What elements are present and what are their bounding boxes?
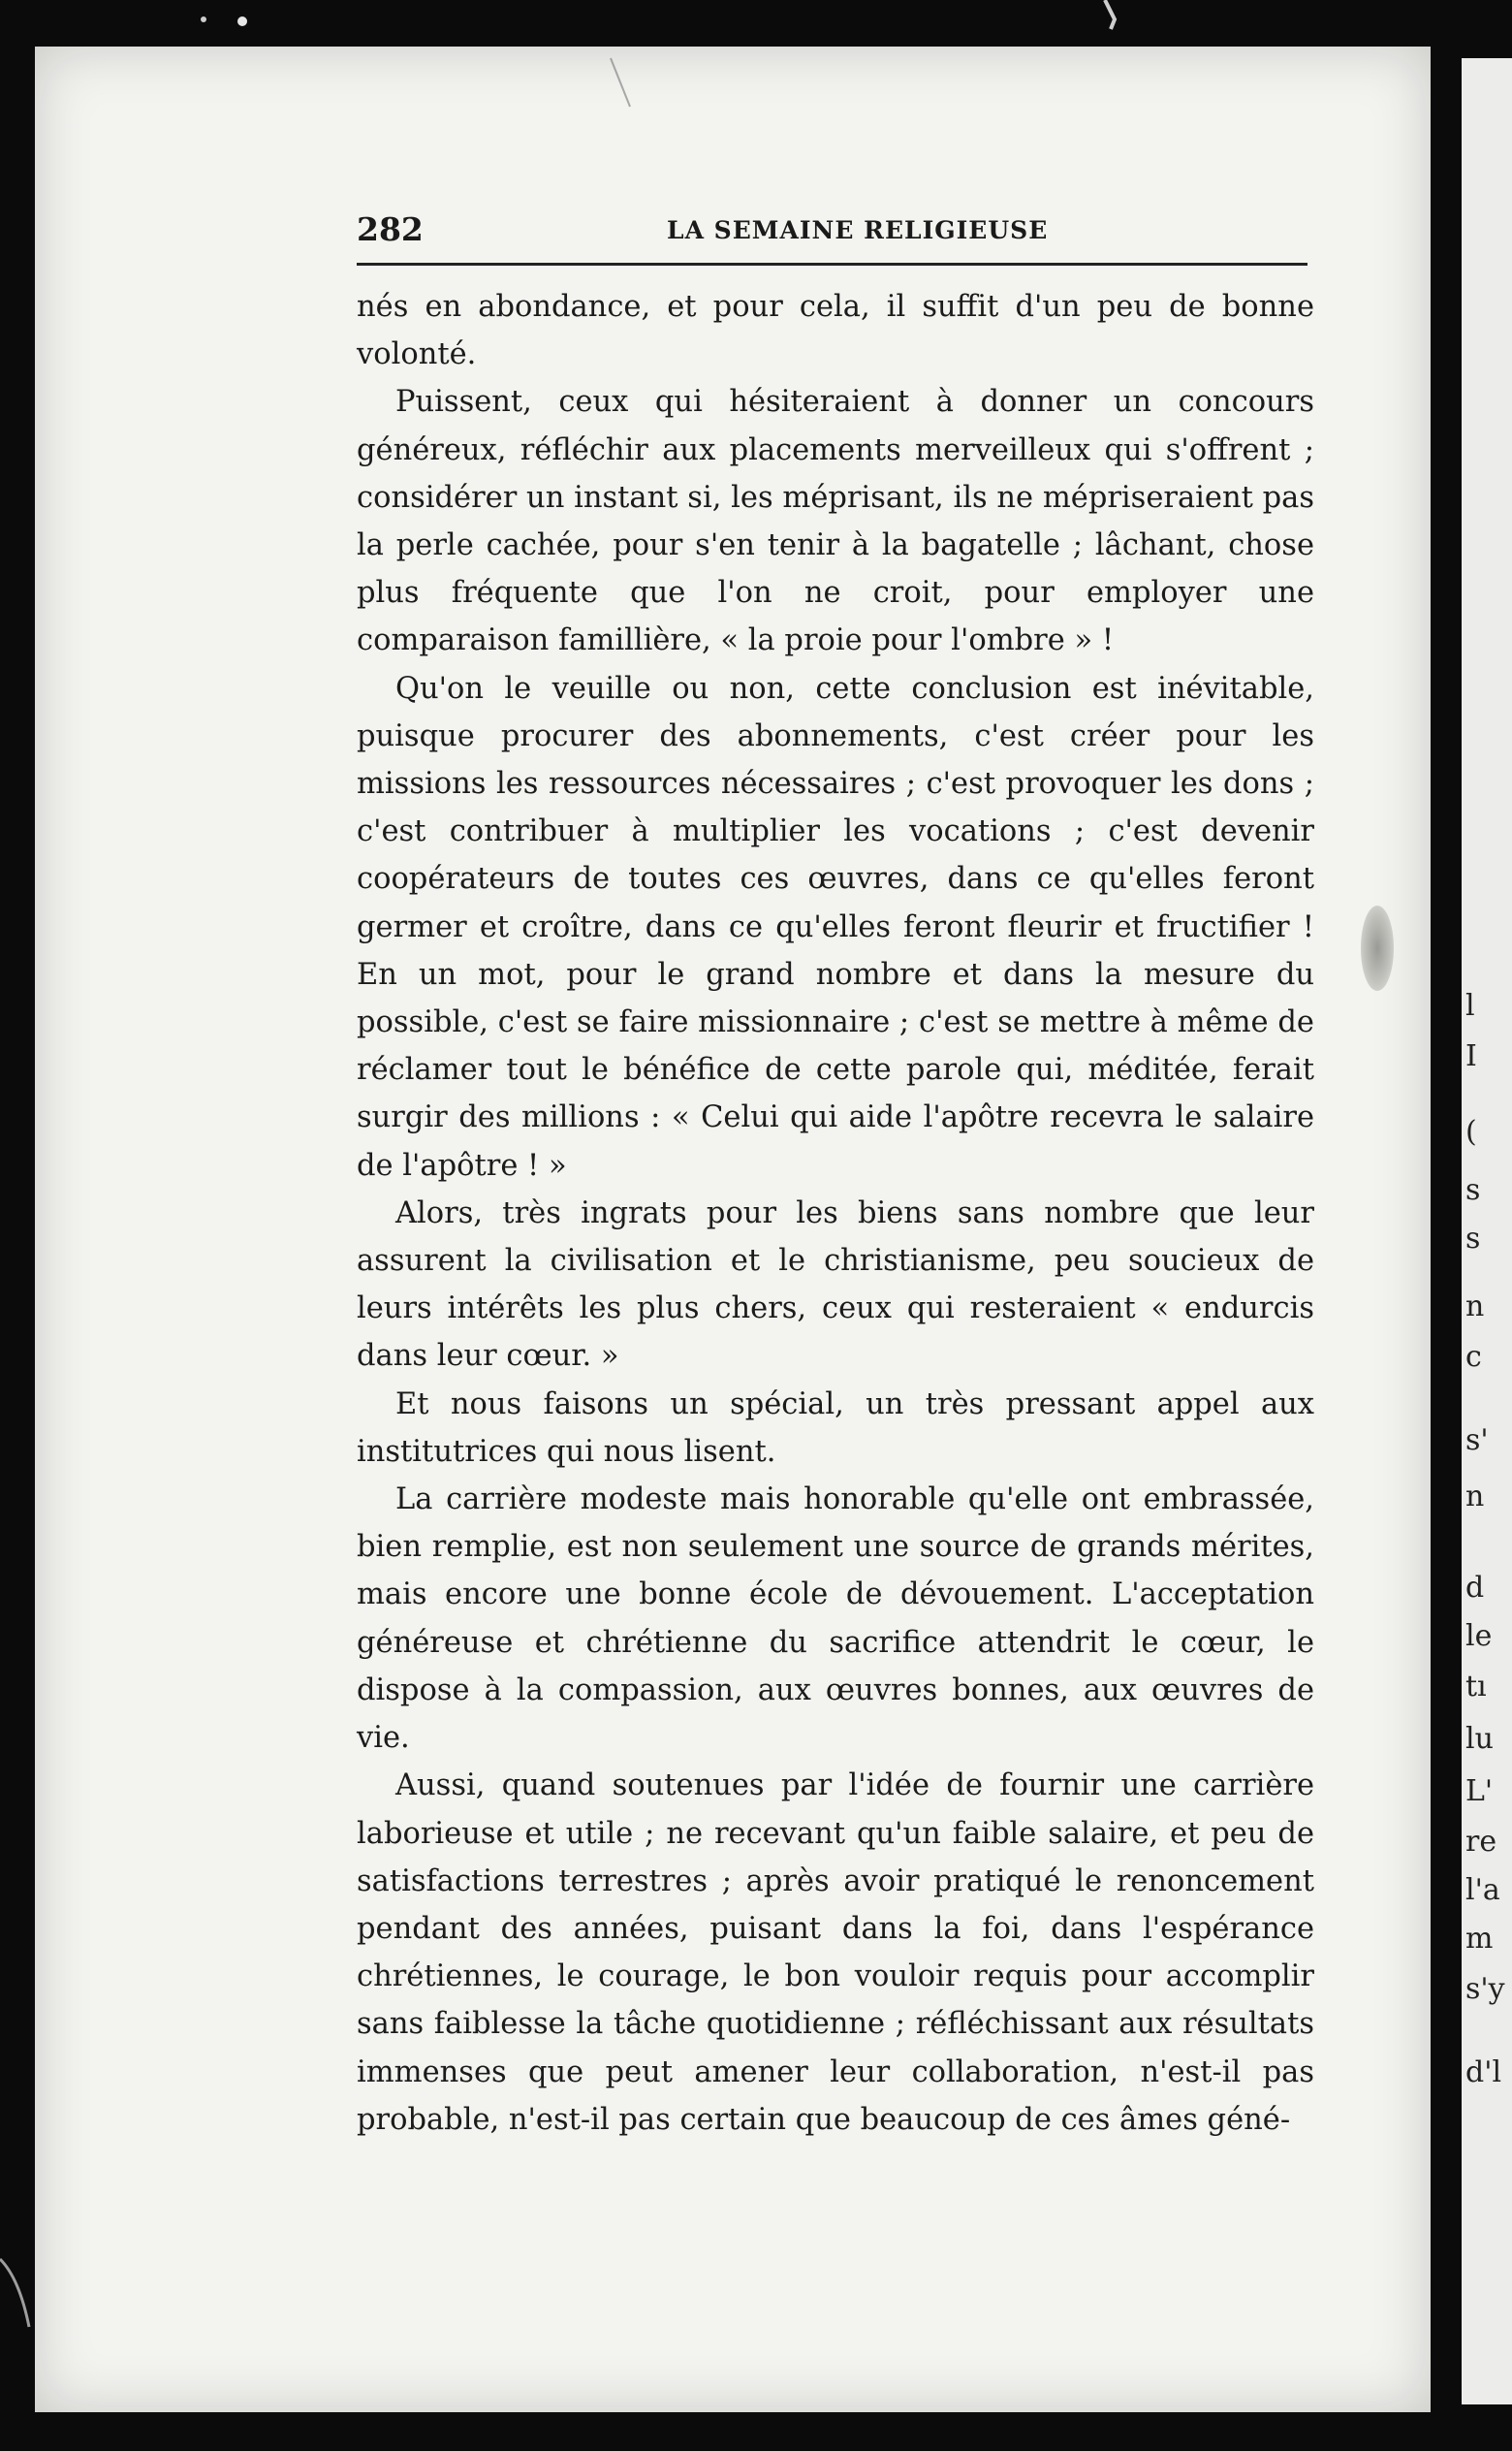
- adjacent-fragment: d'l: [1465, 2055, 1502, 2089]
- paragraph: Aussi, quand soutenues par l'idée de fournir une carrière laborieuse et utile ; ne recevant qu'un faible salaire, et peu de satisfactions terrestres ; après avoir pratiqué le renoncement pendant des années, puisant dans la foi, dans l'espérance chrétiennes, le courage, le bon vouloir requis pour accomplir sans faiblesse la tâche quotidienne ; réfléchissant aux résultats immenses que peut amener leur collaboration, n'est-il pas probable, n'est-il pas certain que beaucoup de ces âmes géné-: [357, 1768, 1314, 2137]
- adjacent-fragment: n: [1465, 1480, 1485, 1513]
- adjacent-fragment: l: [1465, 989, 1475, 1023]
- adjacent-page-edge: [1462, 58, 1512, 2404]
- adjacent-fragment: s'y: [1465, 1972, 1505, 2006]
- adjacent-fragment: d: [1465, 1571, 1485, 1605]
- adjacent-fragment: m: [1465, 1922, 1494, 1956]
- page-header: [357, 208, 1307, 266]
- adjacent-fragment: s: [1465, 1222, 1481, 1256]
- body-text: [357, 283, 1314, 2144]
- paragraph: Qu'on le veuille ou non, cette conclusion est inévitable, puisque procurer des abonnements, c'est créer pour les missions les ressources nécessaires ; c'est provoquer les dons ; c'est contribuer à multiplier les vocations ; c'est devenir coopérateurs de toutes ces œuvres, dans ce qu'elles feront germer et croître, dans ce qu'elles feront fleurir et fructifier ! En un mot, pour le grand nombre et dans la mesure du possible, c'est se faire missionnaire ; c'est se mettre à même de réclamer tout le bénéfice de cette parole qui, méditée, ferait surgir des millions : « Celui qui aide l'apôtre recevra le salaire de l'apôtre ! »: [357, 671, 1314, 1183]
- paragraph: Et nous faisons un spécial, un très pressant appel aux institutrices qui nous lisent.: [357, 1386, 1314, 1469]
- paragraph: Alors, très ingrats pour les biens sans nombre que leur assurent la civilisation et le christianisme, peu soucieux de leurs intérêts les plus chers, ceux qui resteraient « endurcis dans leur cœur. »: [357, 1195, 1314, 1374]
- adjacent-fragment: re: [1465, 1825, 1497, 1859]
- adjacent-fragment: L': [1465, 1774, 1494, 1808]
- adjacent-fragment: s': [1465, 1423, 1489, 1457]
- adjacent-fragment: c: [1465, 1340, 1482, 1374]
- adjacent-fragment: (: [1465, 1115, 1477, 1149]
- running-title: LA SEMAINE RELIGIEUSE: [667, 216, 1049, 244]
- adjacent-fragment: le: [1465, 1619, 1493, 1653]
- adjacent-fragment: n: [1465, 1289, 1485, 1323]
- adjacent-fragment: tı: [1465, 1670, 1487, 1703]
- page-number: 282: [357, 210, 424, 248]
- adjacent-fragment: lu: [1465, 1722, 1494, 1756]
- adjacent-fragment: s: [1465, 1173, 1481, 1207]
- adjacent-fragment: I: [1465, 1039, 1477, 1073]
- adjacent-fragment: l'a: [1465, 1873, 1500, 1907]
- thumbprint-smudge: [1361, 906, 1394, 991]
- paragraph: nés en abondance, et pour cela, il suffit d'un peu de bonne volonté.: [357, 290, 1314, 372]
- paragraph: Puissent, ceux qui hésiteraient à donner un concours généreux, réfléchir aux placements merveilleux qui s'offrent ; considérer un instant si, les méprisant, ils ne mépriseraient pas la perle cachée, pour s'en tenir à la bagatelle ; lâchant, chose plus fréquente que l'on ne croit, pour employer une comparaison famillière, « la proie pour l'ombre » !: [357, 385, 1314, 658]
- paragraph: La carrière modeste mais honorable qu'elle ont embrassée, bien remplie, est non seulement une source de grands mérites, mais encore une bonne école de dévouement. L'acceptation généreuse et chrétienne du sacrifice attendrit le cœur, le dispose à la compassion, aux œuvres bonnes, aux œuvres de vie.: [357, 1482, 1314, 1756]
